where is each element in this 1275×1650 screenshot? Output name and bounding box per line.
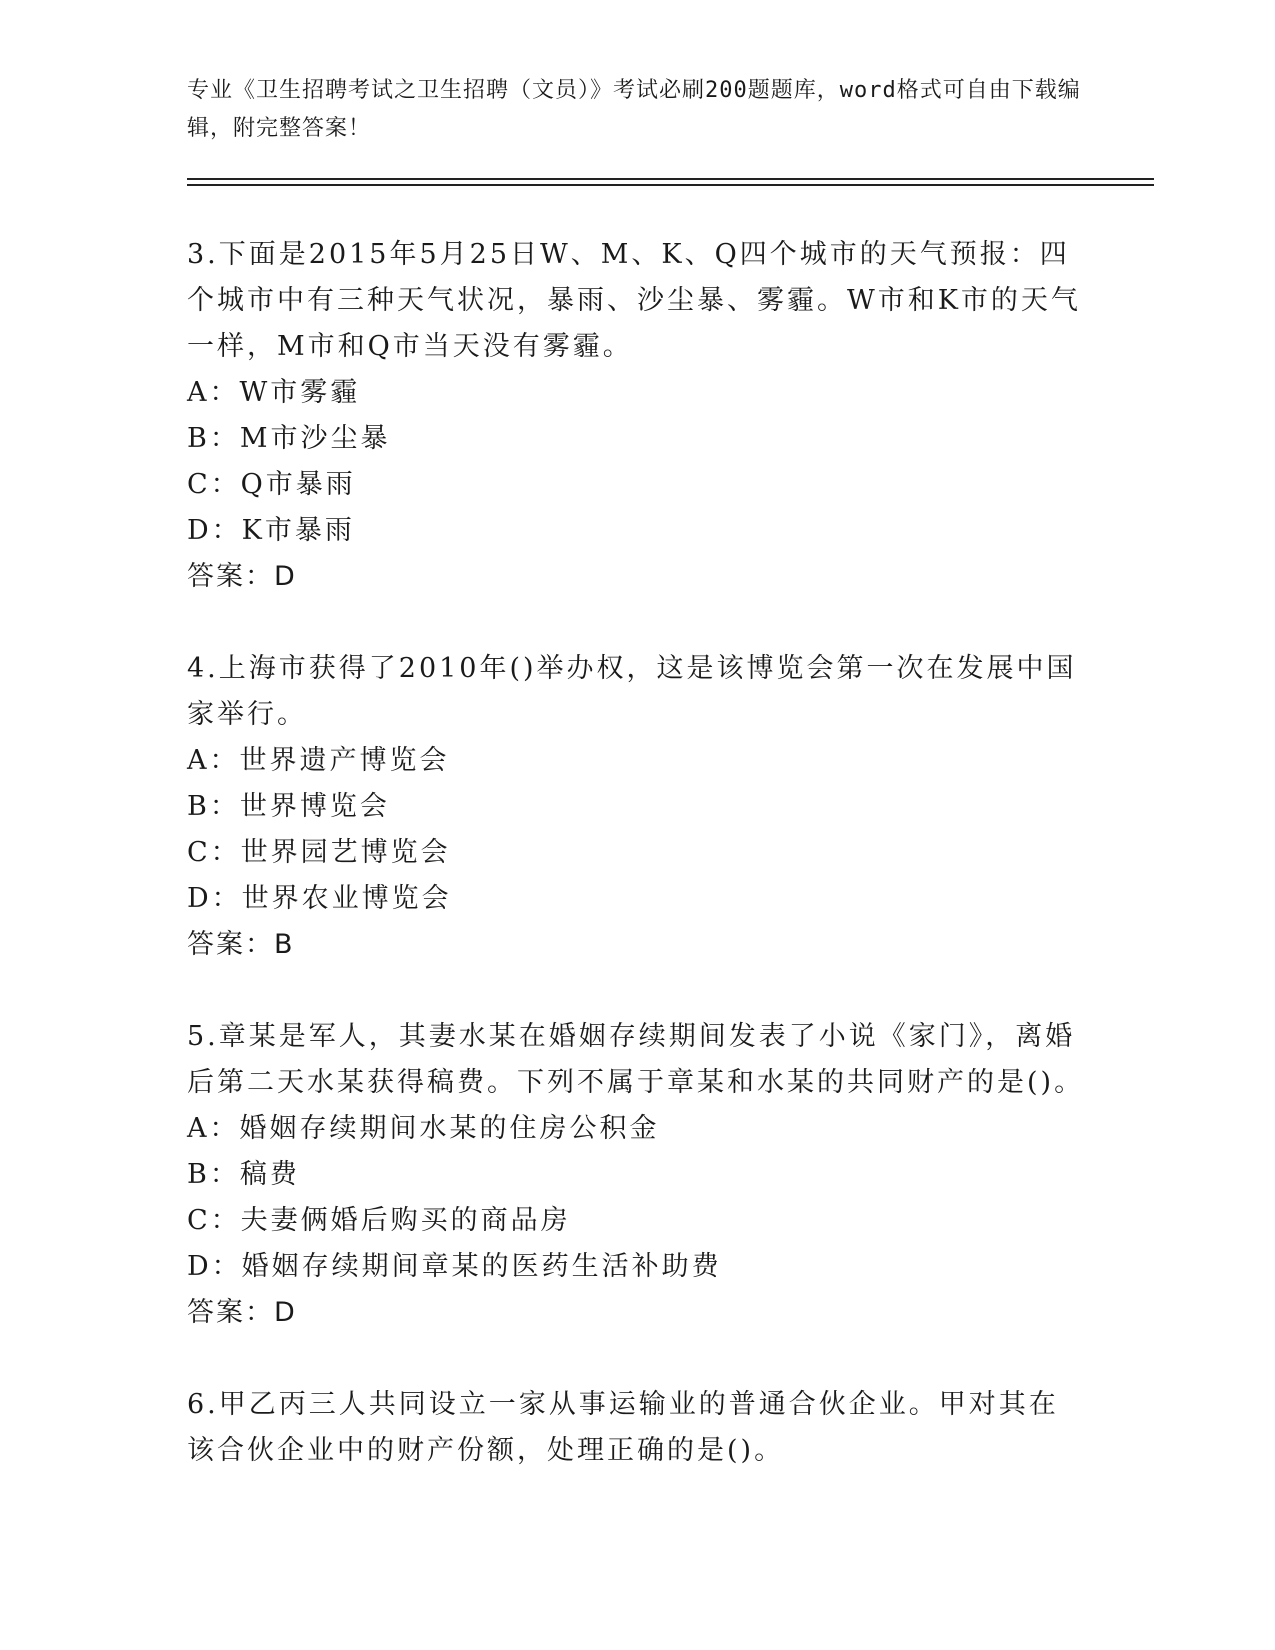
header-divider-top — [187, 178, 1154, 180]
question-5 — [187, 1014, 1087, 1336]
question-3 — [187, 232, 1087, 600]
header-divider-bottom — [187, 184, 1154, 186]
question-stem: 5.章某是军人，其妻水某在婚姻存续期间发表了小说《家门》，离婚后第二天水某获得稿费。下列不属于章某和水某的共同财产的是()。 — [187, 1021, 1085, 1098]
option-d: D：世界农业博览会 — [187, 883, 452, 914]
option-a: A：世界遗产博览会 — [187, 745, 450, 776]
option-d: D：K市暴雨 — [187, 515, 355, 546]
answer: 答案：D — [187, 561, 297, 592]
answer: 答案：B — [187, 929, 295, 960]
option-d: D：婚姻存续期间章某的医药生活补助费 — [187, 1251, 722, 1282]
question-list — [187, 232, 1087, 1520]
question-stem: 4.上海市获得了2010年()举办权，这是该博览会第一次在发展中国家举行。 — [187, 653, 1077, 730]
option-b: B：稿费 — [187, 1159, 300, 1190]
option-b: B：世界博览会 — [187, 791, 390, 822]
option-c: C：夫妻俩婚后购买的商品房 — [187, 1205, 571, 1236]
option-a: A：W市雾霾 — [187, 377, 361, 408]
option-c: C：Q市暴雨 — [187, 469, 356, 500]
answer: 答案：D — [187, 1297, 297, 1328]
question-stem: 3.下面是2015年5月25日W、M、K、Q四个城市的天气预报：四个城市中有三种天气状况，暴雨、沙尘暴、雾霾。W市和K市的天气一样，M市和Q市当天没有雾霾。 — [187, 239, 1081, 362]
document-header: 专业《卫生招聘考试之卫生招聘（文员）》考试必刷200题题库，word格式可自由下载编辑，附完整答案！ — [187, 78, 1081, 141]
option-c: C：世界园艺博览会 — [187, 837, 451, 868]
question-stem: 6.甲乙丙三人共同设立一家从事运输业的普通合伙企业。甲对其在该合伙企业中的财产份额，处理正确的是()。 — [187, 1389, 1059, 1466]
question-4 — [187, 646, 1087, 968]
option-a: A：婚姻存续期间水某的住房公积金 — [187, 1113, 660, 1144]
option-b: B：M市沙尘暴 — [187, 423, 391, 454]
question-6 — [187, 1382, 1087, 1474]
